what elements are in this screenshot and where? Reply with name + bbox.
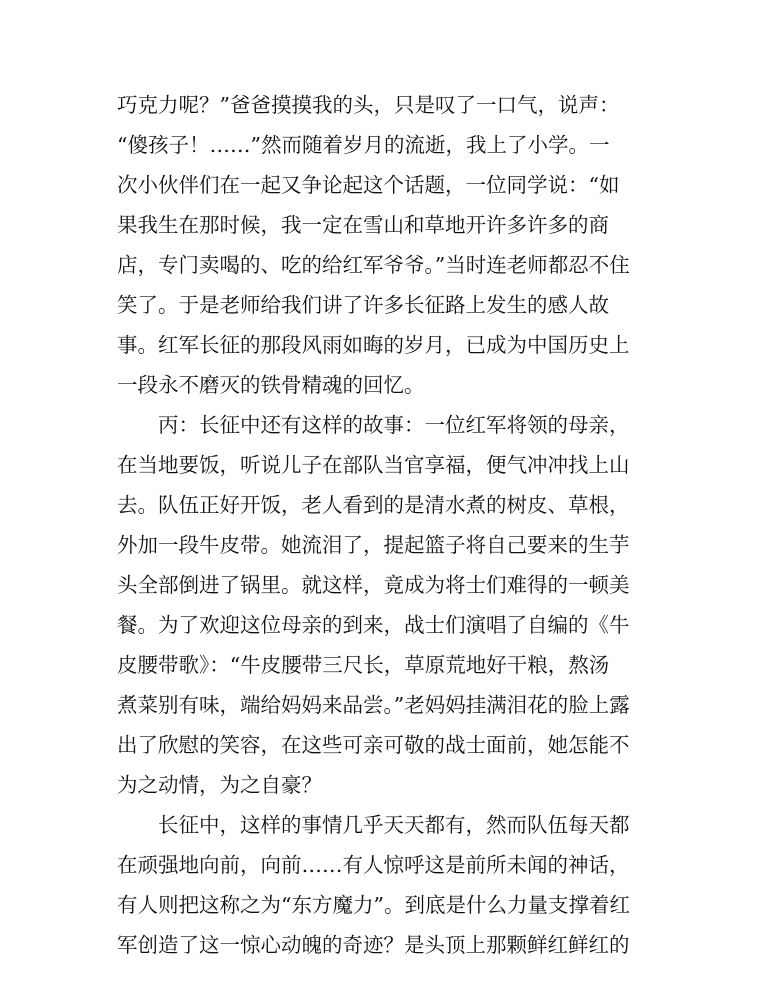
- text-line: 事。红军长征的那段风雨如晦的岁月，已成为中国历史上: [117, 333, 630, 357]
- paragraph-start-line: 丙：长征中还有这样的故事：一位红军将领的母亲，: [158, 413, 630, 437]
- text-line: “傻孩子！……”然而随着岁月的流逝，我上了小学。一: [117, 133, 610, 157]
- text-line: 餐。为了欢迎这位母亲的到来，战士们演唱了自编的《牛: [117, 613, 630, 637]
- paragraph-start-line: 长征中，这样的事情几乎天天都有，然而队伍每天都: [158, 813, 630, 837]
- text-line: 外加一段牛皮带。她流泪了，提起篮子将自己要来的生芋: [117, 533, 630, 557]
- text-line: 笑了。于是老师给我们讲了许多长征路上发生的感人故: [117, 293, 609, 317]
- essay-text: [117, 85, 647, 965]
- text-line: 在顽强地向前，向前……有人惊呼这是前所未闻的神话，: [117, 853, 630, 877]
- text-line: 在当地要饭，听说儿子在部队当官享福，便气冲冲找上山: [117, 453, 630, 477]
- text-line: 一段永不磨灭的铁骨精魂的回忆。: [117, 373, 425, 397]
- text-line: 店，专门卖喝的、吃的给红军爷爷。”当时连老师都忍不住: [117, 253, 630, 277]
- text-line: 头全部倒进了锅里。就这样，竟成为将士们难得的一顿美: [117, 573, 630, 597]
- text-line: 为之动情，为之自豪？: [117, 773, 322, 797]
- text-line: 出了欣慰的笑容，在这些可亲可敬的战士面前，她怎能不: [117, 733, 630, 757]
- text-line: 巧克力呢？”爸爸摸摸我的头，只是叹了一口气，说声：: [117, 93, 620, 117]
- text-line: 果我生在那时候，我一定在雪山和草地开许多许多的商: [117, 213, 609, 237]
- text-line: 军创造了这一惊心动魄的奇迹？是头顶上那颗鲜红鲜红的: [117, 933, 630, 957]
- text-line: 煮菜别有味，端给妈妈来品尝。”老妈妈挂满泪花的脸上露: [117, 693, 630, 717]
- text-line: 去。队伍正好开饭，老人看到的是清水煮的树皮、草根，: [117, 493, 630, 517]
- text-line: 有人则把这称之为“东方魔力”。到底是什么力量支撑着红: [117, 893, 630, 917]
- text-line: 皮腰带歌》：“牛皮腰带三尺长，草原荒地好干粮，熬汤: [117, 653, 610, 677]
- text-line: 次小伙伴们在一起又争论起这个话题，一位同学说：“如: [117, 173, 620, 197]
